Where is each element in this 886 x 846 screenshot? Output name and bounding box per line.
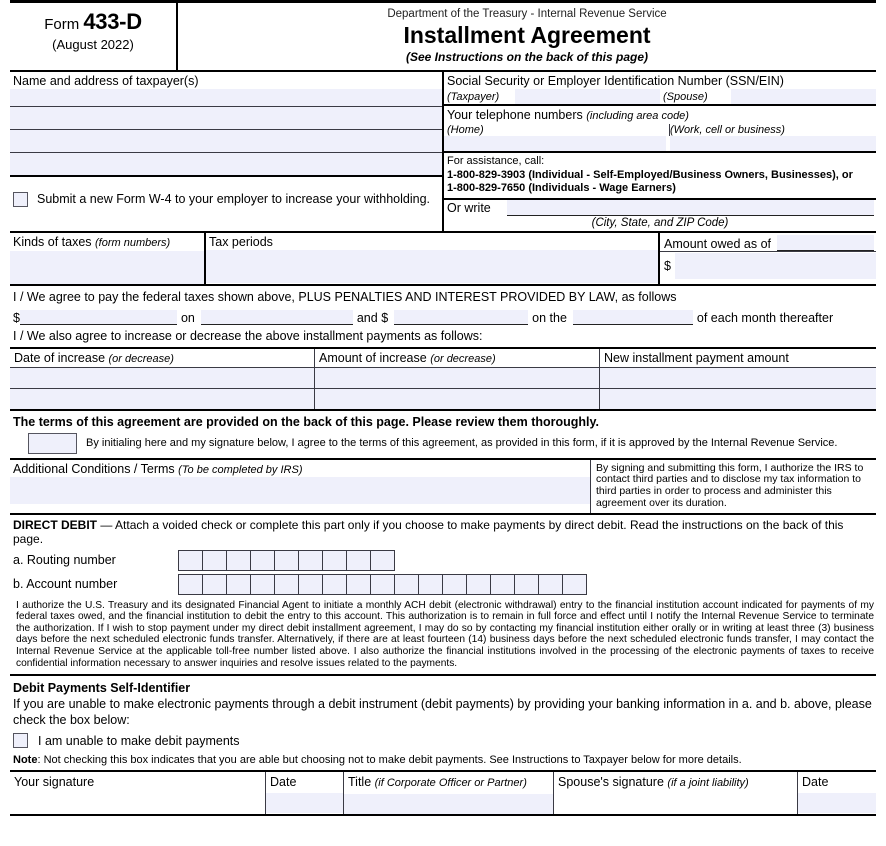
form-number: 433-D [83,9,142,34]
tax-periods-cell [206,233,660,284]
note-text: : Not checking this box indicates that you are able but choosing not to make debit payments. See Instructions to Taxpayer below for more details. [37,754,742,767]
assistance-phone-1: 1-800-829-3903 (Individual - Self-Employed/Business Owners, Businesses), or [447,168,853,181]
unable-to-debit-row[interactable] [13,733,876,748]
additional-label-main: Additional Conditions / Terms [13,461,175,476]
amount-owed-date-input[interactable] [777,235,874,251]
amount-of-increase-label: Amount of increase [319,350,427,365]
increase-table-header [10,349,876,367]
routing-number-digit-3[interactable] [226,550,251,571]
spouse-signature-cell [554,772,798,814]
w4-label: Submit a new Form W-4 to your employer to increase your withholding. [37,191,430,206]
increase-amount-input-2[interactable] [315,389,600,409]
tax-periods-label: Tax periods [209,234,273,249]
routing-number-digit-8[interactable] [346,550,371,571]
account-number-digit-9[interactable] [370,574,395,595]
taxpayer-ssn-cell [444,89,660,104]
spouse-signature-input[interactable] [554,794,797,814]
amount-owed-date-row [660,233,876,251]
account-number-digit-2[interactable] [202,574,227,595]
increase-date-input-2[interactable] [10,389,315,409]
date-1-label: Date [270,775,297,790]
account-number-digit-4[interactable] [250,574,275,595]
dollar-sign-1: $ [13,310,20,325]
tax-periods-input[interactable] [206,250,658,283]
self-identifier-note [13,752,876,766]
increase-decrease-table [10,347,876,411]
kinds-label-note: (form numbers) [95,236,171,249]
third-party-authorization-text: By signing and submitting this form, I authorize the IRS to contact third parties and to disclose my tax information to third parties in order to process and administer this agreement over its duration. [596,461,864,509]
account-number-digit-3[interactable] [226,574,251,595]
routing-number-digit-2[interactable] [202,550,227,571]
and-dollar-word: and $ [356,310,389,325]
date-of-increase-label: Date of increase [14,350,106,365]
spouse-signature-main: Spouse's signature [558,775,664,790]
account-number-digit-16[interactable] [538,574,563,595]
or-write-label: Or write [447,200,491,215]
account-number-digit-1[interactable] [178,574,203,595]
identification-column [444,72,876,231]
amount-owed-input[interactable] [675,253,876,279]
direct-debit-intro-text: — Attach a voided check or complete this part only if you choose to make payments by direct debit. Read the instructions on the back of this page. [13,517,844,547]
account-number-digit-14[interactable] [490,574,515,595]
form-number-line [10,9,176,35]
self-identifier-heading: Debit Payments Self-Identifier [13,681,191,696]
table-row [10,367,876,388]
on-the-word: on the [532,310,567,325]
payment-schedule-line [13,310,876,325]
ssn-label: Social Security or Employer Identification Number (SSN/EIN) [447,74,784,88]
phone-label-note: (including area code) [586,110,689,122]
phone-label [444,106,876,124]
assistance-phone-2: 1-800-829-7650 (Individuals - Wage Earners) [447,182,676,194]
routing-number-digit-1[interactable] [178,550,203,571]
additional-label-note: (To be completed by IRS) [178,463,303,476]
routing-number-digit-4[interactable] [250,550,275,571]
spouse-caption: (Spouse) [663,91,708,103]
ssn-row [444,72,876,106]
account-number-digit-17[interactable] [562,574,587,595]
department-line: Department of the Treasury - Internal Revenue Service [387,8,667,20]
work-caption: (Work, cell or business) [670,124,785,136]
form-revision: (August 2022) [52,37,134,52]
amount-owed-cell [660,233,876,284]
routing-number-digit-6[interactable] [298,550,323,571]
account-number-digit-11[interactable] [418,574,443,595]
routing-number-digit-9[interactable] [370,550,395,571]
monthly-amount-input[interactable] [394,310,528,325]
phone-captions [444,124,876,136]
payment-agreement-line-2: I / We also agree to increase or decrease the above installment payments as follows: [13,328,483,343]
home-caption: (Home) [447,124,670,136]
taxes-band [10,231,876,286]
city-state-zip-caption: (City, State, and ZIP Code) [591,216,729,229]
home-phone-input[interactable] [444,136,666,151]
phone-label-main: Your telephone numbers [447,108,583,122]
new-installment-input-2[interactable] [600,389,876,409]
initial-row [10,432,876,454]
identity-band [10,70,876,231]
direct-debit-section [10,515,876,673]
your-signature-input[interactable] [10,793,265,813]
additional-conditions-label [10,460,590,477]
unable-to-debit-checkbox[interactable] [13,733,28,748]
initials-label: By initialing here and my signature below, I agree to the terms of this agreement, as provided in this form, if it is approved by the Internal Revenue Service. [86,436,838,449]
dollar-sign-amount-owed: $ [664,258,671,273]
kinds-label-main: Kinds of taxes [13,234,92,249]
assistance-label: For assistance, call: [447,155,545,167]
or-write-input[interactable] [507,200,874,216]
increase-amount-input-1[interactable] [315,368,600,388]
account-number-label: b. Account number [13,577,118,592]
kinds-of-taxes-cell [10,233,206,284]
date-of-increase-note: (or decrease) [108,352,174,365]
spouse-signature-label [554,772,797,791]
self-identifier-section [10,676,876,766]
routing-number-digit-7[interactable] [322,550,347,571]
w4-checkbox[interactable] [13,192,28,207]
date-2-cell [798,772,876,814]
on-word: on [180,310,195,325]
column-header-new-installment [600,349,876,367]
new-installment-label: New installment payment amount [604,350,789,365]
phone-inputs [444,136,876,151]
payment-agreement-block [10,286,876,347]
form-header [10,3,876,70]
direct-debit-intro [13,518,876,547]
name-address-input-4[interactable] [10,153,442,177]
title-input[interactable] [344,794,553,814]
unable-to-debit-label: I am unable to make debit payments [38,733,240,748]
spouse-ssn-cell [660,89,876,104]
additional-conditions-input[interactable] [10,477,590,504]
or-write-line [444,200,876,216]
amount-of-increase-note: (or decrease) [430,352,496,365]
additional-conditions-band [10,458,876,515]
name-address-input-3[interactable] [10,130,442,153]
title-cell [344,772,554,814]
title-label-note: (if Corporate Officer or Partner) [374,777,527,790]
instructions-note: (See Instructions on the back of this page) [405,50,649,64]
account-number-row [13,574,876,595]
date-2-input[interactable] [798,793,876,813]
date-2-label: Date [802,775,829,790]
kinds-of-taxes-input[interactable] [10,251,204,284]
account-number-input[interactable] [178,574,586,595]
additional-conditions-cell [10,460,591,513]
name-address-label: Name and address of taxpayer(s) [13,74,199,88]
terms-heading: The terms of this agreement are provided on the back of this page. Please review them thoroughly. [13,414,600,429]
name-address-column [10,72,444,231]
assistance-row [444,153,876,200]
payment-amount-input[interactable] [20,310,177,325]
name-address-input-2[interactable] [10,107,442,130]
note-bold-word: Note [13,754,38,767]
table-row [10,388,876,409]
taxpayer-ssn-input[interactable] [515,89,660,104]
account-number-digit-6[interactable] [298,574,323,595]
amount-owed-value-row [660,251,876,280]
monthly-day-input[interactable] [573,310,693,325]
self-identifier-text: If you are unable to make electronic payments through a debit instrument (debit payments) by providing your banking information in a. and b. above, please check the box below: [13,697,872,728]
spouse-signature-note: (if a joint liability) [667,777,749,790]
account-number-digit-12[interactable] [442,574,467,595]
form-identity-block [10,3,178,70]
direct-debit-heading: DIRECT DEBIT [13,517,97,532]
account-number-digit-13[interactable] [466,574,491,595]
page-title: Installment Agreement [403,22,651,48]
spouse-ssn-input[interactable] [731,89,876,104]
date-1-input[interactable] [266,793,343,813]
your-signature-label: Your signature [14,775,95,790]
routing-number-label: a. Routing number [13,553,116,568]
ach-authorization-text: I authorize the U.S. Treasury and its designated Financial Agent to initiate a monthly ACH debit (electronic withdrawal) entry to the financial institution account indicated for payments of my federal taxes owed, and the financial institution to debit the entry to this account. This authorization is to remain in full force and effect until I notify the Internal Revenue Service to terminate the authorization. If I wish to stop payment under my direct debit installment agreement, I may do so by contacting my financial institution either orally or in writing at least three (3) business days before the next scheduled electronic funds transfer. Alternatively, if there are at least fourteen (14) business days before the next scheduled electronic funds transfer, I may contact the Internal Revenue Service at the applicable toll-free number listed above. I also authorize the financial institutions involved in the processing of the electronic payments of taxes to receive confidential information necessary to answer inquiries and resolve issues related to the payments. [16,599,874,669]
first-payment-date-input[interactable] [201,310,353,325]
assistance-block [444,153,876,198]
account-number-digit-10[interactable] [394,574,419,595]
telephone-row [444,106,876,153]
title-label-main: Title [348,775,372,790]
routing-number-row [13,550,876,571]
account-number-digit-7[interactable] [322,574,347,595]
each-month-word: of each month thereafter [696,310,834,325]
initials-input[interactable] [28,433,77,454]
or-write-row [444,200,876,231]
amount-owed-label: Amount owed as of [664,236,772,251]
form-word: Form [44,16,80,33]
taxpayer-caption: (Taxpayer) [447,91,500,103]
title-label [344,772,553,791]
name-address-input-1[interactable] [10,89,442,107]
signature-band [10,770,876,816]
column-header-date-of-increase [10,349,315,367]
your-signature-cell [10,772,266,814]
payment-agreement-line-1: I / We agree to pay the federal taxes shown above, PLUS PENALTIES AND INTEREST PROVIDED BY LAW, as follows [13,289,677,304]
account-number-digit-8[interactable] [346,574,371,595]
routing-number-digit-5[interactable] [274,550,299,571]
w4-checkbox-row[interactable] [10,177,442,221]
work-phone-input[interactable] [670,136,876,151]
account-number-digit-5[interactable] [274,574,299,595]
new-installment-input-1[interactable] [600,368,876,388]
form-title-block [178,3,876,70]
column-header-amount-of-increase [315,349,600,367]
routing-number-input[interactable] [178,550,394,571]
increase-date-input-1[interactable] [10,368,315,388]
kinds-of-taxes-label [10,233,204,251]
date-1-cell [266,772,344,814]
account-number-digit-15[interactable] [514,574,539,595]
